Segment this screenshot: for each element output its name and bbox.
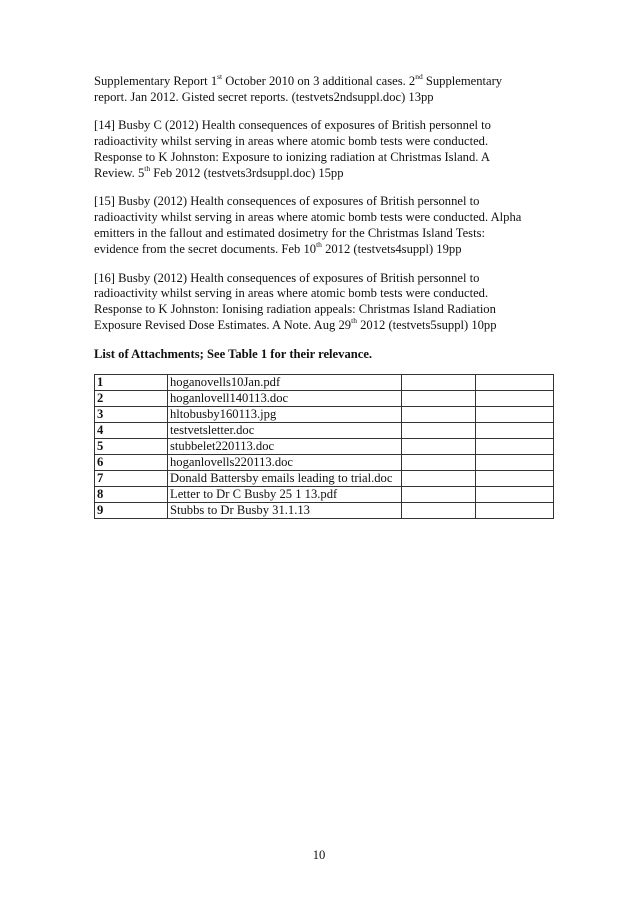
text-line [94, 210, 554, 226]
reference-paragraph [94, 194, 554, 258]
text-line [94, 318, 554, 334]
table-row [95, 454, 554, 470]
empty-cell [402, 470, 476, 486]
attachment-number: 3 [95, 406, 168, 422]
page-content [94, 71, 554, 519]
table-row [95, 390, 554, 406]
reference-paragraph [94, 71, 554, 106]
attachment-filename: Letter to Dr C Busby 25 1 13.pdf [168, 486, 402, 502]
attachment-filename: Stubbs to Dr Busby 31.1.13 [168, 502, 402, 518]
reference-paragraph [94, 118, 554, 182]
attachment-filename: stubbelet220113.doc [168, 438, 402, 454]
empty-cell [476, 502, 554, 518]
text-segment: radioactivity whilst serving in areas where atomic bomb tests were conducted. [94, 286, 489, 301]
attachment-number: 7 [95, 470, 168, 486]
text-line [94, 271, 554, 287]
empty-cell [476, 438, 554, 454]
text-segment: 2012 (testvets4suppl) 19pp [321, 242, 462, 257]
text-line [94, 134, 554, 150]
empty-cell [476, 486, 554, 502]
ordinal-superscript: nd [415, 71, 423, 81]
text-segment: 2012 (testvets5suppl) 10pp [356, 318, 497, 333]
empty-cell [476, 454, 554, 470]
ordinal-superscript: st [217, 71, 223, 81]
empty-cell [476, 374, 554, 390]
table-row [95, 502, 554, 518]
table-row [95, 486, 554, 502]
text-line [94, 239, 554, 258]
empty-cell [402, 406, 476, 422]
empty-cell [476, 422, 554, 438]
empty-cell [476, 406, 554, 422]
ordinal-superscript: th [351, 316, 357, 326]
empty-cell [402, 454, 476, 470]
empty-cell [402, 374, 476, 390]
text-segment: [16] Busby (2012) Health consequences of exposures of British personnel to [94, 270, 480, 285]
attachment-number: 5 [95, 438, 168, 454]
empty-cell [402, 390, 476, 406]
references-section [94, 71, 554, 334]
text-segment: Supplementary [422, 74, 503, 88]
table-row [95, 422, 554, 438]
text-segment: radioactivity whilst serving in areas where atomic bomb tests were conducted. Alpha [94, 210, 522, 225]
attachment-filename: testvetsletter.doc [168, 422, 402, 438]
table-row [95, 374, 554, 390]
empty-cell [476, 390, 554, 406]
text-segment: Supplementary Report 1 [94, 74, 218, 88]
text-line [94, 286, 554, 302]
text-segment: Exposure Revised Dose Estimates. A Note. Aug 29 [94, 318, 352, 333]
text-segment: October 2010 on 3 additional cases. 2 [222, 74, 416, 88]
text-line [94, 90, 554, 106]
text-segment: evidence from the secret documents. Feb 10 [94, 242, 317, 257]
empty-cell [402, 422, 476, 438]
attachment-number: 2 [95, 390, 168, 406]
table-row [95, 406, 554, 422]
attachment-number: 8 [95, 486, 168, 502]
text-segment: Review. 5 [94, 166, 145, 181]
table-row [95, 470, 554, 486]
attachments-table [94, 374, 554, 519]
attachment-number: 4 [95, 422, 168, 438]
text-line [94, 302, 554, 318]
attachments-heading: List of Attachments; See Table 1 for their relevance. [94, 346, 373, 361]
text-segment: [14] Busby C (2012) Health consequences of exposures of British personnel to [94, 118, 491, 133]
text-segment: radioactivity whilst serving in areas where atomic bomb tests were conducted. [94, 134, 489, 149]
attachment-number: 9 [95, 502, 168, 518]
text-segment: Feb 2012 (testvets3rdsuppl.doc) 15pp [150, 166, 344, 181]
reference-paragraph [94, 271, 554, 335]
page-number: 10 [312, 848, 326, 862]
attachment-number: 6 [95, 454, 168, 470]
text-line [94, 150, 554, 166]
text-line [94, 194, 554, 210]
ordinal-superscript: th [316, 239, 322, 249]
attachment-filename: hoganovells10Jan.pdf [168, 374, 402, 390]
empty-cell [402, 486, 476, 502]
text-segment: [15] Busby (2012) Health consequences of exposures of British personnel to [94, 194, 480, 209]
empty-cell [476, 470, 554, 486]
attachment-filename: Donald Battersby emails leading to trial.doc [168, 470, 402, 486]
text-line [94, 226, 554, 242]
text-line [94, 118, 554, 134]
text-line [94, 163, 554, 182]
ordinal-superscript: th [144, 163, 151, 173]
empty-cell [402, 438, 476, 454]
attachment-number: 1 [95, 374, 168, 390]
text-segment: Response to K Johnston: Ionising radiation appeals: Christmas Island Radiation [94, 302, 496, 317]
empty-cell [402, 502, 476, 518]
text-line [94, 71, 554, 90]
text-segment: Response to K Johnston: Exposure to ionizing radiation at Christmas Island. A [94, 150, 490, 165]
attachment-filename: hoganlovells220113.doc [168, 454, 402, 470]
attachment-filename: hltobusby160113.jpg [168, 406, 402, 422]
text-segment: emitters in the fallout and estimated dosimetry for the Christmas Island Tests: [94, 226, 485, 241]
table-row [95, 438, 554, 454]
text-segment: report. Jan 2012. Gisted secret reports. (testvets2ndsuppl.doc) 13pp [94, 89, 434, 104]
attachment-filename: hoganlovell140113.doc [168, 390, 402, 406]
